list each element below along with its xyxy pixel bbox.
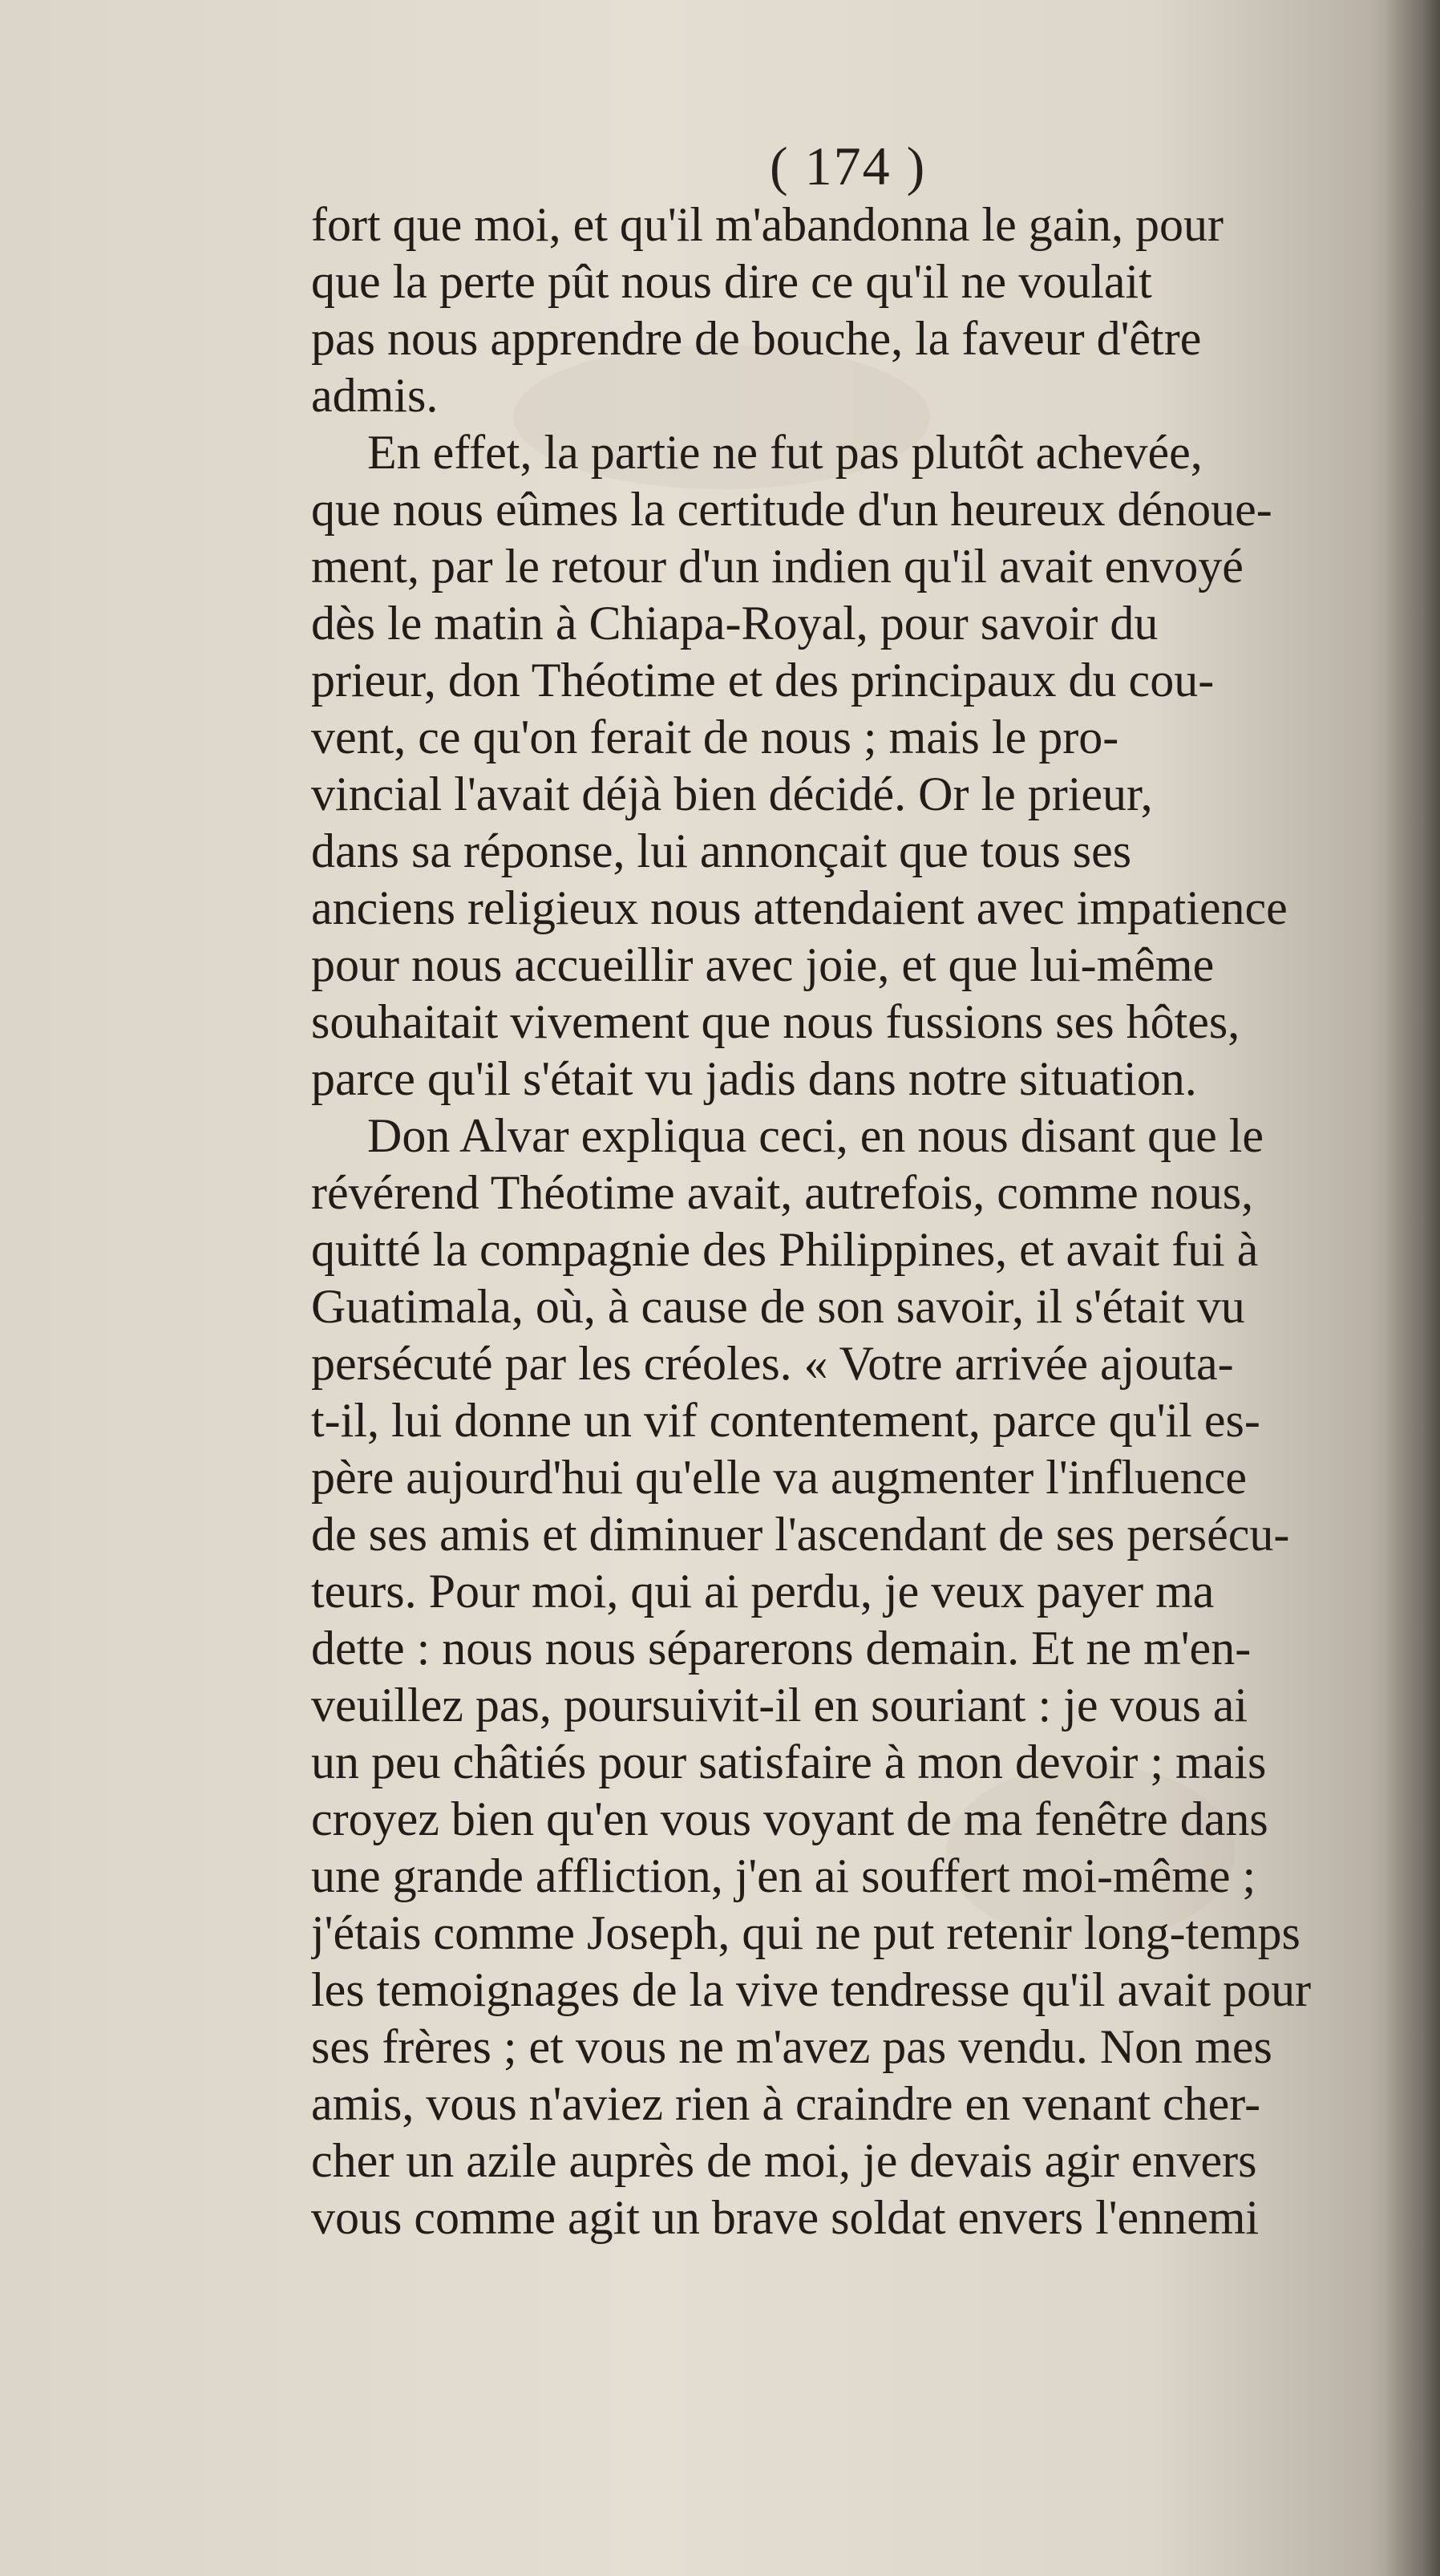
text-line: père aujourd'hui qu'elle va augmenter l'influence	[311, 1451, 1247, 1504]
text-line: veuillez pas, poursuivit-il en souriant : je vous ai	[311, 1679, 1248, 1732]
text-line: En effet, la partie ne fut pas plutôt achevée,	[367, 426, 1203, 479]
page-number: ( 174 )	[770, 136, 927, 196]
text-line: dette : nous nous séparerons demain. Et ne m'en-	[311, 1622, 1252, 1675]
text-line: que la perte pût nous dire ce qu'il ne voulait	[311, 255, 1152, 308]
text-line: vincial l'avait déjà bien décidé. Or le prieur,	[311, 768, 1153, 820]
text-line: fort que moi, et qu'il m'abandonna le gain, pour	[311, 198, 1224, 251]
text-line: t-il, lui donne un vif contentement, parce qu'il es-	[311, 1394, 1260, 1447]
text-line: ment, par le retour d'un indien qu'il avait envoyé	[311, 540, 1244, 593]
text-line: Don Alvar expliqua ceci, en nous disant que le	[367, 1109, 1264, 1162]
text-line: une grande affliction, j'en ai souffert moi-même ;	[311, 1849, 1256, 1902]
text-line: vous comme agit un brave soldat envers l'ennemi	[311, 2191, 1260, 2244]
text-line: teurs. Pour moi, qui ai perdu, je veux payer ma	[311, 1565, 1215, 1618]
text-line: que nous eûmes la certitude d'un heureux dénoue-	[311, 483, 1272, 536]
text-line: amis, vous n'aviez rien à craindre en venant cher-	[311, 2077, 1261, 2130]
text-line: parce qu'il s'était vu jadis dans notre situation.	[311, 1052, 1197, 1105]
text-line: de ses amis et diminuer l'ascendant de ses persécu-	[311, 1508, 1290, 1561]
text-line: dans sa réponse, lui annonçait que tous ses	[311, 824, 1132, 877]
text-line: anciens religieux nous attendaient avec impatience	[311, 881, 1288, 934]
text-line: les temoignages de la vive tendresse qu'il avait pour	[311, 1963, 1312, 2016]
text-line: prieur, don Théotime et des principaux du cou-	[311, 654, 1215, 707]
text-line: dès le matin à Chiapa-Royal, pour savoir du	[311, 597, 1159, 650]
text-line: j'étais comme Joseph, qui ne put retenir long-temps	[311, 1906, 1300, 1959]
body-text	[311, 196, 1426, 2246]
text-line: pour nous accueillir avec joie, et que lui-même	[311, 938, 1215, 991]
text-line: persécuté par les créoles. « Votre arrivée ajouta-	[311, 1337, 1234, 1390]
text-line: admis.	[311, 369, 439, 422]
text-line: ses frères ; et vous ne m'avez pas vendu. Non mes	[311, 2020, 1272, 2073]
text-line: quitté la compagnie des Philippines, et avait fui à	[311, 1223, 1259, 1276]
text-line: un peu châtiés pour satisfaire à mon devoir ; mais	[311, 1736, 1267, 1788]
text-line: vent, ce qu'on ferait de nous ; mais le pro-	[311, 711, 1119, 763]
text-line: pas nous apprendre de bouche, la faveur d'être	[311, 312, 1202, 365]
text-line: Guatimala, où, à cause de son savoir, il s'était vu	[311, 1280, 1245, 1333]
text-line: souhaitait vivement que nous fussions ses hôtes,	[311, 995, 1240, 1048]
text-line: croyez bien qu'en vous voyant de ma fenêtre dans	[311, 1792, 1268, 1845]
text-line: cher un azile auprès de moi, je devais agir envers	[311, 2134, 1257, 2187]
text-line: révérend Théotime avait, autrefois, comme nous,	[311, 1166, 1254, 1219]
